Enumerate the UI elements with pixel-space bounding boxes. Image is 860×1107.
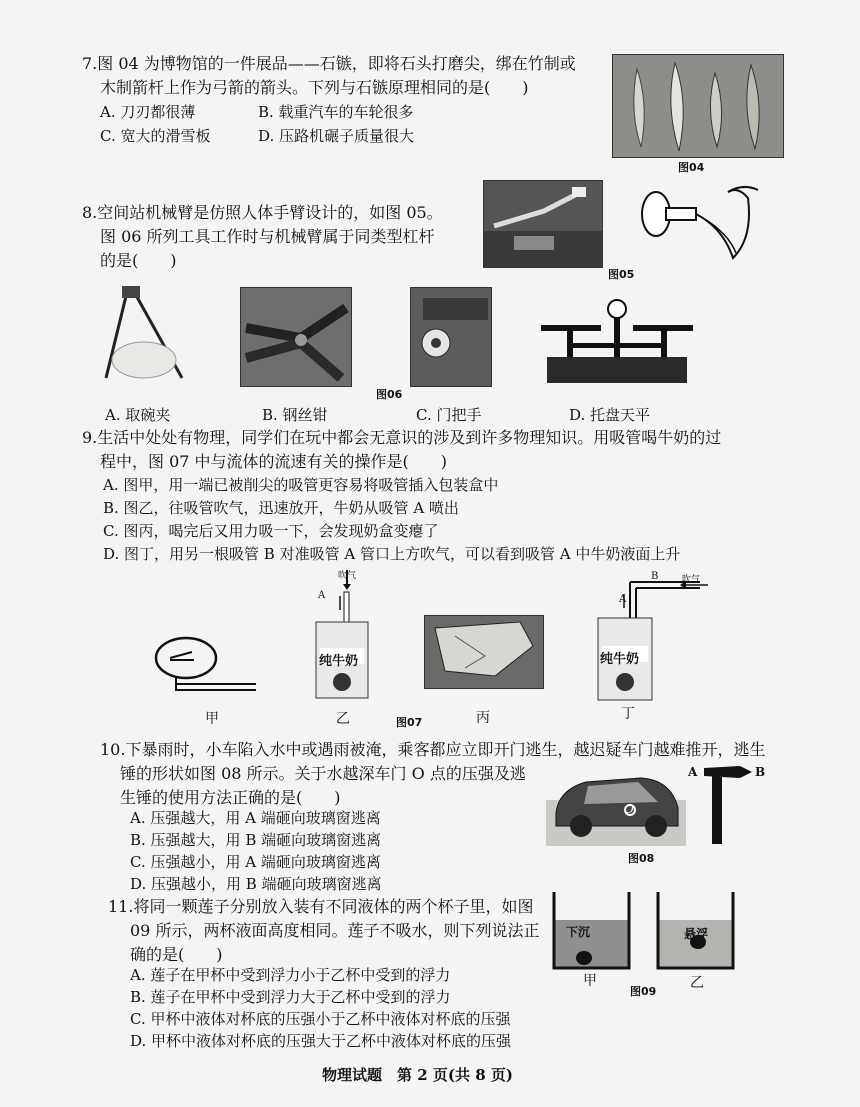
q9-option-c: C. 图丙，喝完后又用力吸一下，会发现奶盒变瘪了 (103, 522, 439, 540)
q7-stem-line2: 木制箭杆上作为弓箭的箭头。下列与石镞原理相同的是( ) (100, 78, 529, 97)
q8-option-b: B. 钢丝钳 (262, 406, 328, 424)
fig07-yi-straw-a: A (318, 590, 326, 601)
door-handle-photo (410, 287, 492, 387)
fig07-yi-milk-text: 纯牛奶 (319, 654, 359, 669)
wire-pliers-photo (240, 287, 352, 387)
fig07-jia-straw (152, 630, 262, 698)
figure07-caption: 图07 (396, 716, 423, 729)
q8-option-c: C. 门把手 (416, 406, 482, 424)
escape-hammer-image (700, 758, 760, 846)
human-arm-drawing (628, 178, 773, 270)
cup-yi-label: 乙 (690, 975, 704, 991)
hammer-end-b: B (755, 765, 766, 779)
q8-option-d: D. 托盘天平 (569, 406, 651, 424)
tray-balance-image (537, 295, 697, 387)
car-point-o: O (624, 802, 634, 816)
fig07-ding-blow-label: 吹气 (682, 575, 701, 585)
figure06-caption: 图06 (376, 388, 403, 401)
q7-option-b: B. 载重汽车的车轮很多 (258, 103, 414, 121)
q7-option-c: C. 宽大的滑雪板 (100, 127, 211, 145)
fig07-yi-blow-label: 吹气 (338, 571, 357, 581)
q9-option-b: B. 图乙，往吸管吹气，迅速放开，牛奶从吸管 A 喷出 (103, 499, 459, 517)
q9-stem-line1: 9.生活中处处有物理，同学们在玩中都会无意识的涉及到许多物理知识。用吸管喝牛奶的过 (82, 428, 722, 447)
cup-yi-text: 悬浮 (684, 927, 709, 941)
q9-stem-line2: 程中，图 07 中与流体的流速有关的操作是( ) (100, 452, 448, 471)
q11-option-b: B. 莲子在甲杯中受到浮力大于乙杯中受到的浮力 (130, 988, 451, 1006)
q11-option-d: D. 甲杯中液体对杯底的压强大于乙杯中液体对杯底的压强 (130, 1032, 512, 1050)
fig07-ding-milk-carton (590, 568, 720, 708)
q8-option-a: A. 取碗夹 (105, 406, 171, 424)
figure05-caption: 图05 (608, 268, 635, 281)
q11-stem-line2: 09 所示，两杯液面高度相同。莲子不吸水，则下列说法正 (130, 921, 540, 940)
q9-option-a: A. 图甲，用一端已被削尖的吸管更容易将吸管插入包装盒中 (103, 476, 499, 494)
q10-option-d: D. 压强越小，用 B 端砸向玻璃窗逃离 (130, 875, 382, 893)
fig07-ding-straw-b: B (651, 571, 659, 582)
q10-option-b: B. 压强越大，用 B 端砸向玻璃窗逃离 (130, 831, 382, 849)
cup-jia-label: 甲 (583, 973, 597, 989)
q7-option-a: A. 刀刃都很薄 (100, 103, 196, 121)
fig07-label-yi: 乙 (336, 711, 350, 727)
fig07-ding-milk-text: 纯牛奶 (600, 652, 640, 667)
space-station-arm-photo (483, 180, 603, 268)
q11-stem-line1: 11.将同一颗莲子分别放入装有不同液体的两个杯子里，如图 (108, 897, 534, 916)
bowl-clamp-image (98, 286, 190, 384)
q10-stem-line2: 锤的形状如图 08 所示。关于水越深车门 O 点的压强及逃 (120, 764, 526, 783)
q7-stem-line1: 7.图 04 为博物馆的一件展品——石镞，即将石头打磨尖，绑在竹制或 (82, 54, 576, 73)
figure08-caption: 图08 (628, 852, 655, 865)
q7-option-d: D. 压路机碾子质量很大 (258, 127, 415, 145)
q9-option-d: D. 图丁，用另一根吸管 B 对准吸管 A 管口上方吹气，可以看到吸管 A 中牛奶液面上升 (103, 545, 681, 563)
q11-option-c: C. 甲杯中液体对杯底的压强小于乙杯中液体对杯底的压强 (130, 1010, 511, 1028)
stone-arrowheads-photo (612, 54, 784, 158)
fig07-label-ding: 丁 (621, 706, 635, 722)
fig07-bing-crushed-carton-photo (424, 615, 544, 689)
q8-stem-line3: 的是( ) (100, 251, 177, 270)
q10-option-a: A. 压强越大，用 A 端砸向玻璃窗逃离 (130, 809, 381, 827)
q8-stem-line2: 图 06 所列工具工作时与机械臂属于同类型杠杆 (100, 227, 435, 246)
q10-stem-line1: 10.下暴雨时，小车陷入水中或遇雨被淹，乘客都应立即开门逃生，越迟疑车门越难推开，逃生 (100, 740, 766, 759)
q11-stem-line3: 确的是( ) (130, 945, 223, 964)
flooded-car-image (546, 760, 686, 846)
page-footer: 物理试题 第 2 页(共 8 页) (322, 1066, 513, 1084)
q11-option-a: A. 莲子在甲杯中受到浮力小于乙杯中受到的浮力 (130, 966, 451, 984)
cup-jia-image (550, 890, 635, 972)
figure04-caption: 图04 (678, 161, 705, 174)
fig07-yi-milk-carton (310, 566, 380, 701)
hammer-end-a: A (688, 765, 698, 779)
q10-stem-line3: 生锤的使用方法正确的是( ) (120, 788, 341, 807)
fig07-label-bing: 丙 (476, 710, 490, 726)
figure09-caption: 图09 (630, 985, 657, 998)
cup-jia-text: 下沉 (566, 925, 591, 939)
q8-stem-line1: 8.空间站机械臂是仿照人体手臂设计的，如图 05。 (82, 203, 443, 222)
q10-option-c: C. 压强越小，用 A 端砸向玻璃窗逃离 (130, 853, 381, 871)
fig07-ding-straw-a: A (619, 594, 627, 605)
fig07-label-jia: 甲 (205, 711, 219, 727)
